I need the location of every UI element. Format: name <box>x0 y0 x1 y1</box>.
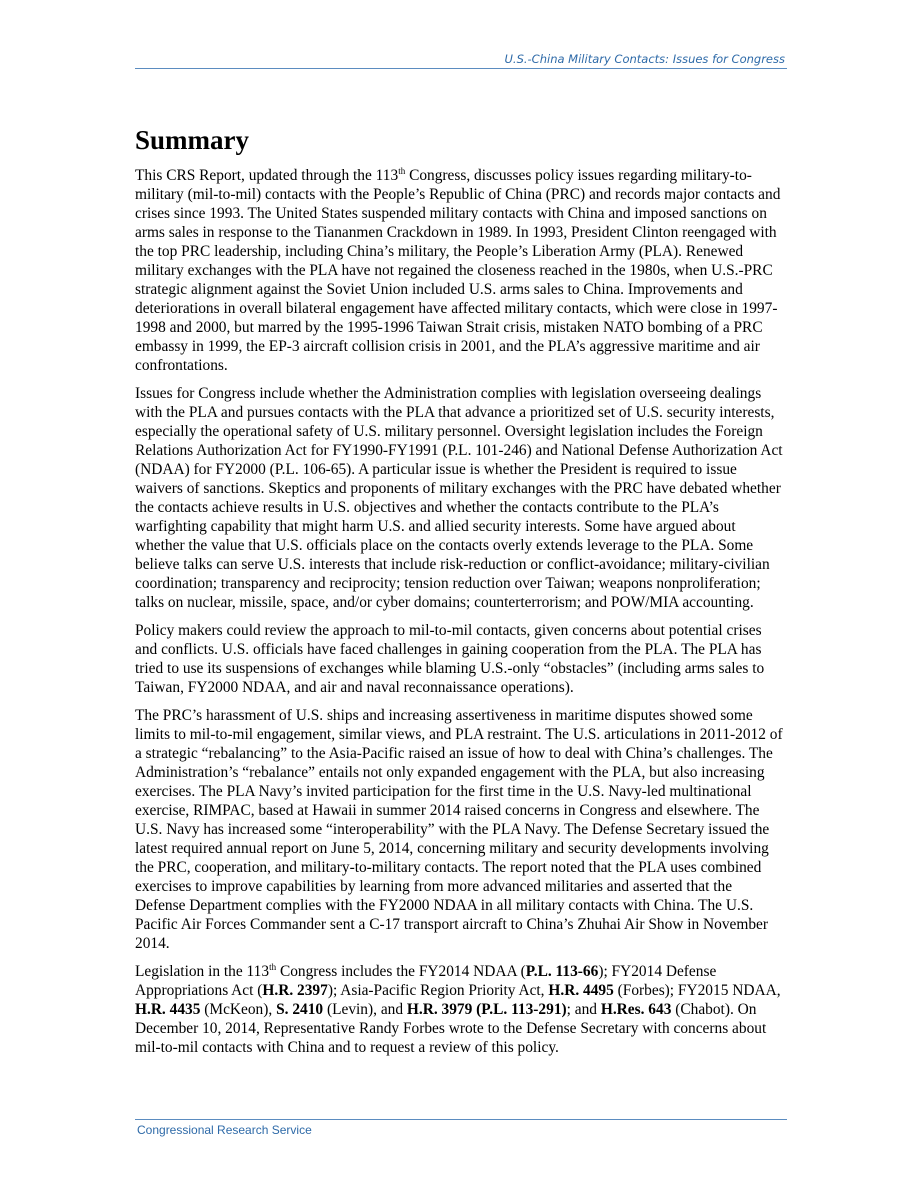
running-header-title: U.S.-China Military Contacts: Issues for Congress <box>504 52 785 66</box>
page-title: Summary <box>135 125 249 155</box>
p5-text-4: ); Asia-Pacific Region Priority Act, <box>327 982 549 999</box>
p1-superscript: th <box>398 165 406 176</box>
p5-text-1: Legislation in the 113 <box>135 963 270 980</box>
p5-text-9: (Chabot). On December 10, 2014, Representative Randy Forbes wrote to the Defense Secretary with concerns about mil-to-mil contacts with China and to request a review of this policy. <box>135 1001 767 1056</box>
paragraph-4: The PRC’s harassment of U.S. ships and increasing assertiveness in maritime disputes showed some limits to mil-to-mil engagement, similar views, and PLA restraint. The U.S. articulations in 2011-2012 of a strategic “rebalancing” to the Asia-Pacific raised an issue of how to deal with China’s challenges. The Administration’s “rebalance” entails not only expanded engagement with the PLA, but also increasing exercises. The PLA Navy’s invited participation for the first time in the U.S. Navy-led multinational exercise, RIMPAC, based at Hawaii in summer 2014 raised concerns in Congress and elsewhere. The U.S. Navy has increased some “interoperability” with the PLA Navy. The Defense Secretary issued the latest required annual report on June 5, 2014, concerning military and security developments involving the PRC, cooperation, and military-to-military contacts. The report noted that the PLA uses combined exercises to improve capabilities by learning from more advanced militaries and asserted that the Defense Department complies with the FY2000 NDAA in all military contacts with China. The U.S. Pacific Air Forces Commander sent a C-17 transport aircraft to China’s Zhuhai Air Show in November 2014. <box>135 707 783 952</box>
p5-text-5: (Forbes); FY2015 NDAA, <box>613 982 781 999</box>
p5-superscript: th <box>269 961 277 972</box>
summary-body <box>135 166 785 1066</box>
p1-text-a: This CRS Report, updated through the 113 <box>135 167 399 184</box>
p5-text-3: ); FY2014 Defense Appropriations Act ( <box>135 963 717 999</box>
paragraph-2: Issues for Congress include whether the Administration complies with legislation overseeing dealings with the PLA and pursues contacts with the PLA that advance a prioritized set of U.S. security interests, especially the operational safety of U.S. military personnel. Oversight legislation includes the Foreign Relations Authorization Act for FY1990-FY1991 (P.L. 101-246) and National Defense Authorization Act (NDAA) for FY2000 (P.L. 106-65). A particular issue is whether the President is required to issue waivers of sanctions. Skeptics and proponents of military exchanges with the PRC have debated whether the contacts achieve results in U.S. objectives and whether the contacts contribute to the PLA’s warfighting capability that might harm U.S. and allied security interests. Some have argued about whether the value that U.S. officials place on the contacts overly extends leverage to the PLA. Some believe talks can serve U.S. interests that include risk-reduction or conflict-avoidance; military-civilian coordination; transparency and reciprocity; tension reduction over Taiwan; weapons nonproliferation; talks on nuclear, missile, space, and/or cyber domains; counterterrorism; and POW/MIA accounting. <box>135 385 783 611</box>
p5-text-6: (McKeon), <box>200 1001 277 1018</box>
footer-organization: Congressional Research Service <box>137 1123 312 1137</box>
paragraph-3: Policy makers could review the approach to mil-to-mil contacts, given concerns about potential crises and conflicts. U.S. officials have faced challenges in gaining cooperation from the PLA. The PLA has tried to use its suspensions of exchanges while blaming U.S.-only “obstacles” (including arms sales to Taiwan, FY2000 NDAA, and air and naval reconnaissance operations). <box>135 622 765 696</box>
legislation-ref-hr-3979: H.R. 3979 (P.L. 113-291) <box>406 1001 567 1018</box>
legislation-ref-hr-4495: H.R. 4495 <box>548 982 614 999</box>
legislation-ref-s-2410: S. 2410 <box>276 1001 324 1018</box>
header-rule <box>135 68 787 69</box>
legislation-ref-hr-4435: H.R. 4435 <box>135 1001 201 1018</box>
p5-text-2: Congress includes the FY2014 NDAA ( <box>276 963 526 980</box>
legislation-ref-hr-2397: H.R. 2397 <box>262 982 328 999</box>
legislation-ref-hres-643: H.Res. 643 <box>600 1001 672 1018</box>
p5-text-7: (Levin), and <box>323 1001 407 1018</box>
p5-text-8: ; and <box>566 1001 601 1018</box>
legislation-ref-pl-113-66: P.L. 113-66 <box>525 963 599 980</box>
paragraph-5 <box>135 962 785 1057</box>
p1-text-b: Congress, discusses policy issues regarding military-to-military (mil-to-mil) contacts with the People’s Republic of China (PRC) and records major contacts and crises since 1993. The United States suspended military contacts with China and imposed sanctions on arms sales in response to the Tiananmen Crackdown in 1989. In 1993, President Clinton reengaged with the top PRC leadership, including China’s military, the People’s Liberation Army (PLA). Renewed military exchanges with the PLA have not regained the closeness reached in the 1980s, when U.S.-PRC strategic alignment against the Soviet Union included U.S. arms sales to China. Improvements and deteriorations in overall bilateral engagement have affected military contacts, which were close in 1997-1998 and 2000, but marred by the 1995-1996 Taiwan Strait crisis, mistaken NATO bombing of a PRC embassy in 1999, the EP-3 aircraft collision crisis in 2001, and the PLA’s aggressive maritime and air confrontations. <box>135 167 781 374</box>
footer-rule <box>135 1119 787 1120</box>
paragraph-1 <box>135 166 785 375</box>
